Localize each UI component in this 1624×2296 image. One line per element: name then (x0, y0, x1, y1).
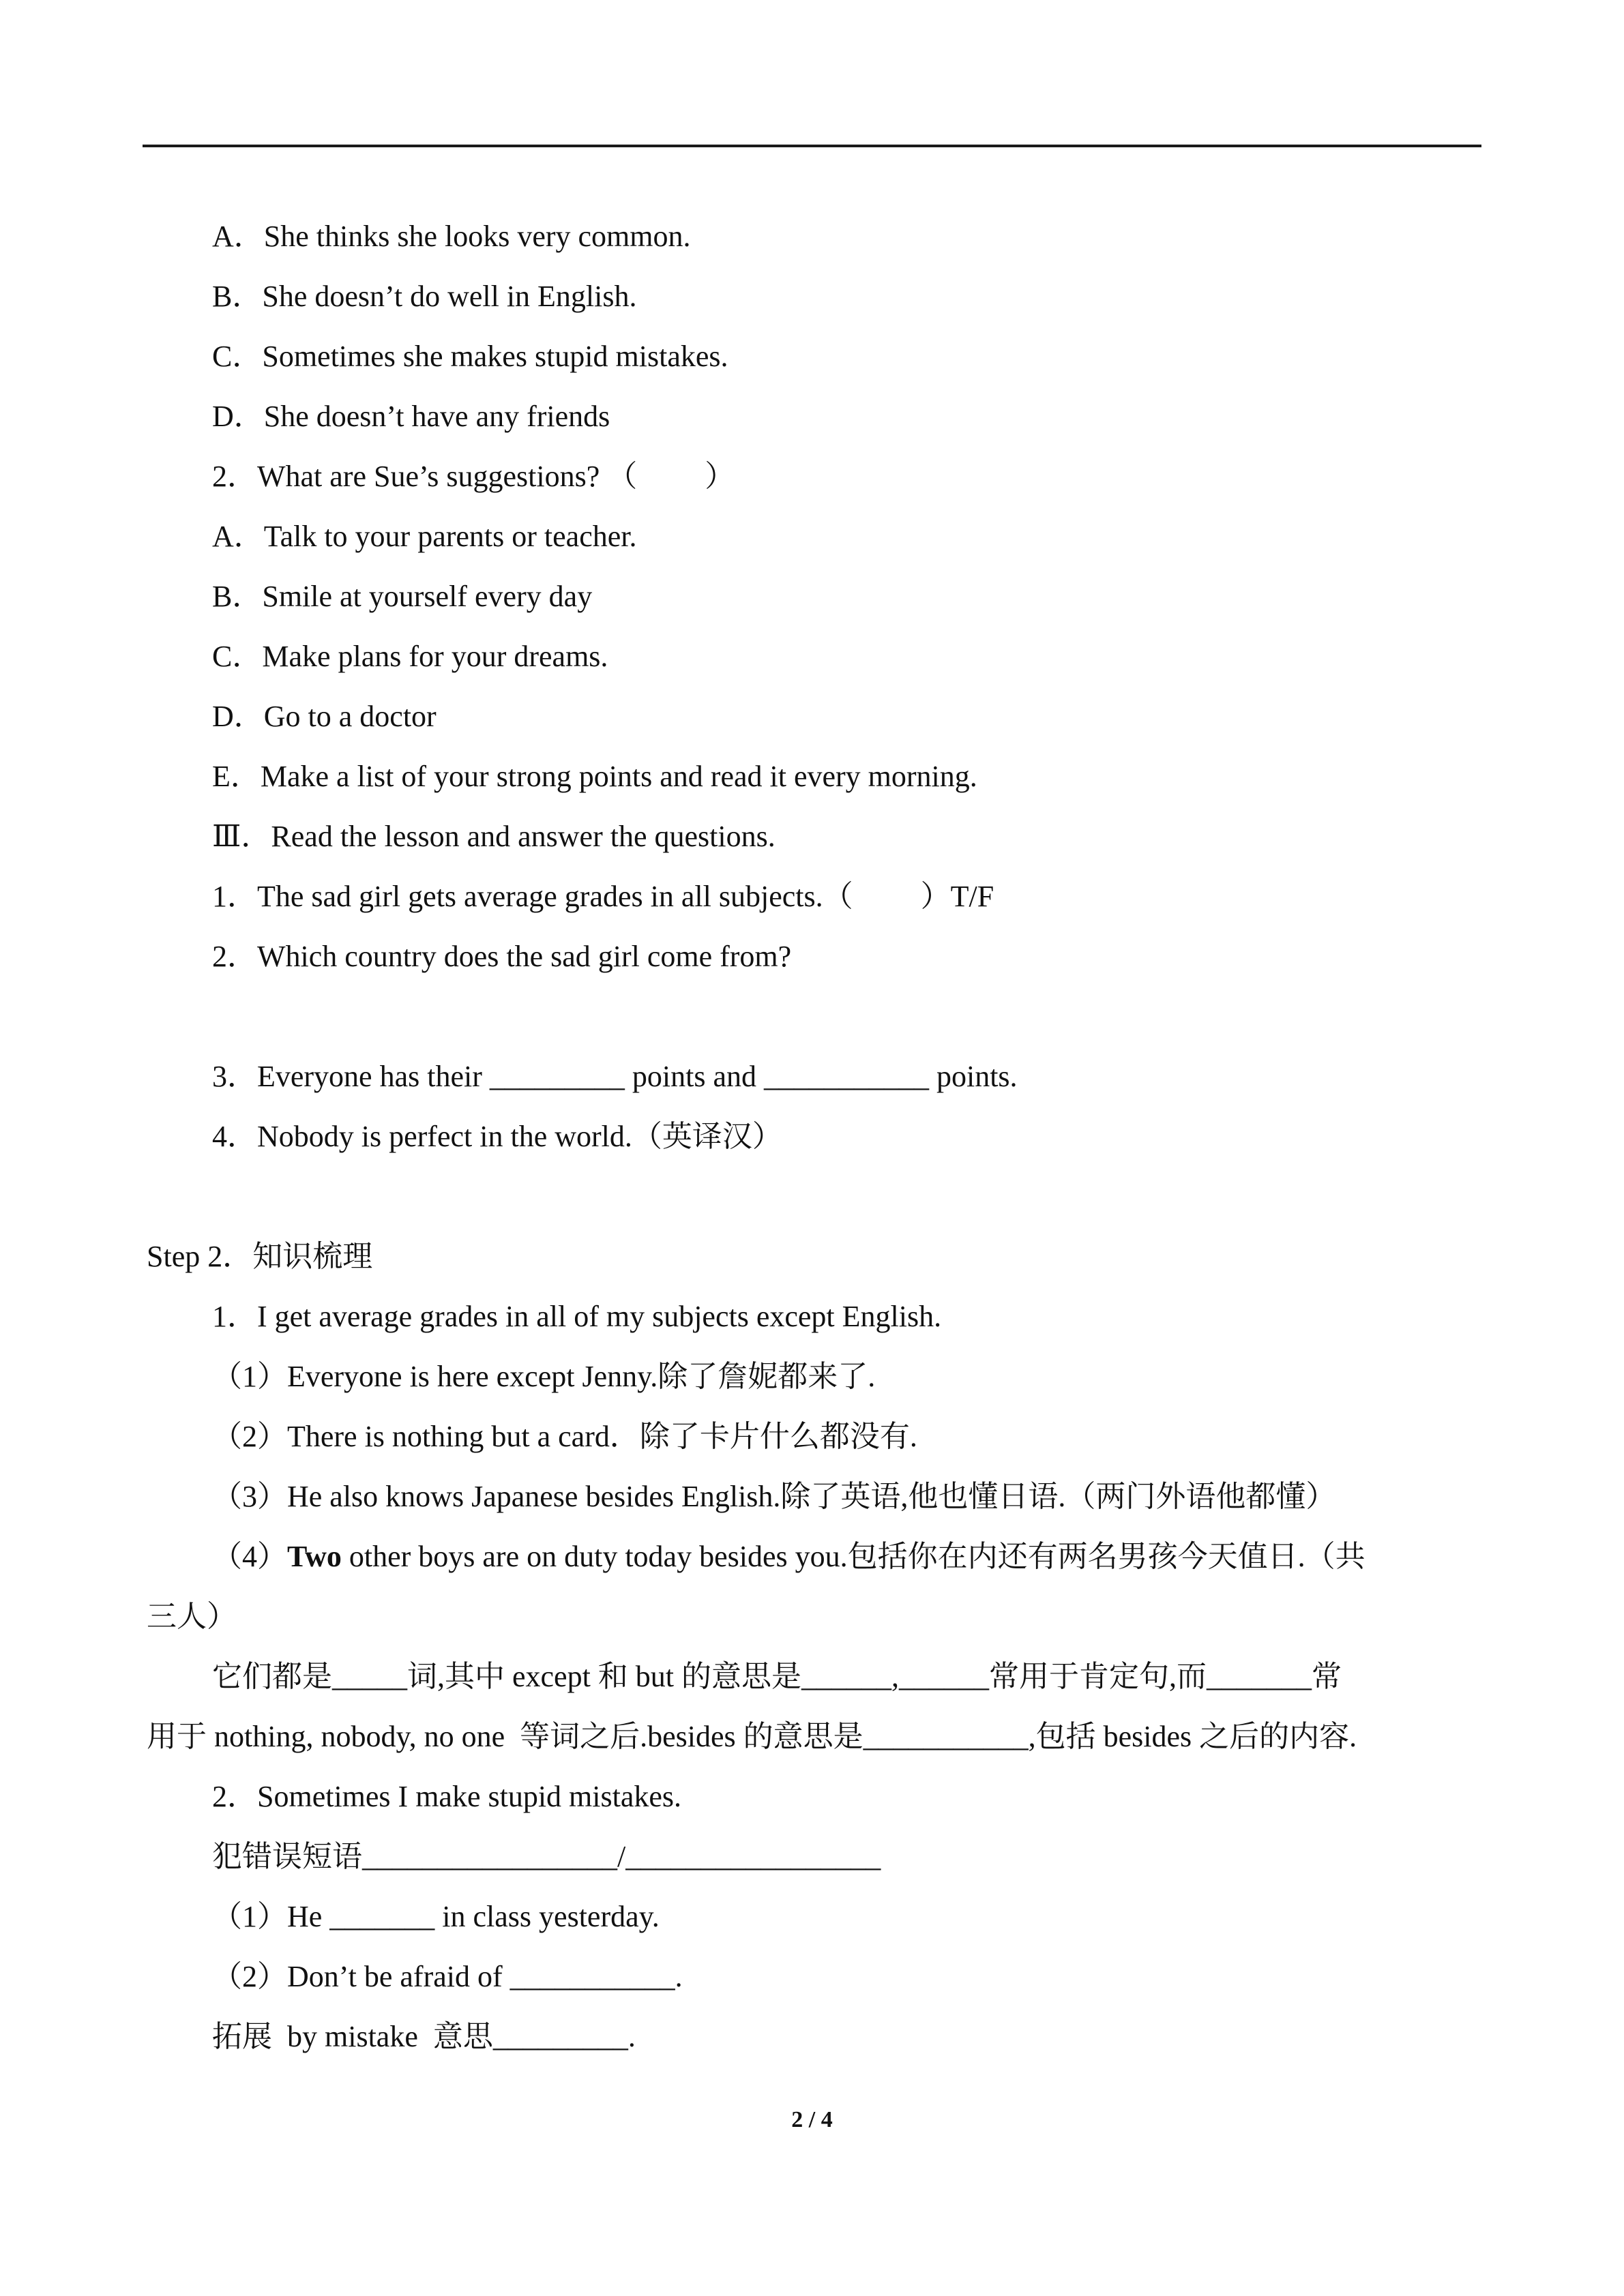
section3-item-4: 4．Nobody is perfect in the world.（英译汉） (212, 1120, 782, 1153)
q1-option-a: A．She thinks she looks very common. (212, 220, 691, 253)
q2-option-b: B．Smile at yourself every day (212, 580, 593, 613)
q1-option-b: B．She doesn’t do well in English. (212, 280, 637, 313)
step2-summary-line-1: 它们都是_____词,其中 except 和 but 的意思是______,______常用于肯定句,而_______常 (212, 1660, 1342, 1693)
step2-example-4-cont: 三人） (147, 1600, 237, 1633)
step2-p2-example-1: （1）He _______ in class yesterday. (212, 1900, 660, 1933)
q1-option-c: C．Sometimes she makes stupid mistakes. (212, 340, 728, 373)
step2-point-2: 2．Sometimes I make stupid mistakes. (212, 1780, 682, 1813)
step2-phrase: 犯错误短语_________________/_________________ (212, 1840, 881, 1873)
step2-example-2: （2）There is nothing but a card．除了卡片什么都没有. (212, 1420, 917, 1453)
section3-item-3: 3．Everyone has their _________ points and ___________ points. (212, 1060, 1018, 1093)
step2-summary-line-2: 用于 nothing, nobody, no one 等词之后.besides 的意思是___________,包括 besides 之后的内容. (147, 1720, 1357, 1753)
example-4-prefix: （4） (212, 1540, 287, 1573)
q2-option-c: C．Make plans for your dreams. (212, 640, 608, 673)
step2-extension: 拓展 by mistake 意思_________. (212, 2020, 636, 2053)
q2-option-e: E．Make a list of your strong points and read it every morning. (212, 760, 977, 793)
q1-option-d: D．She doesn’t have any friends (212, 400, 610, 433)
example-4-bold: Two (287, 1540, 342, 1573)
example-4-rest: other boys are on duty today besides you.包括你在内还有两名男孩今天值日.（共 (341, 1540, 1365, 1573)
step2-example-1: （1）Everyone is here except Jenny.除了詹妮都来了. (212, 1360, 876, 1393)
q2-option-d: D．Go to a doctor (212, 700, 437, 733)
step2-example-4 (212, 1542, 1365, 1572)
q2-question: 2．What are Sue’s suggestions? （ ） (212, 460, 735, 493)
section3-item-2: 2．Which country does the sad girl come from? (212, 940, 792, 973)
section3-heading: Ⅲ．Read the lesson and answer the questions. (212, 820, 776, 853)
q2-option-a: A．Talk to your parents or teacher. (212, 520, 637, 553)
step2-p2-example-2: （2）Don’t be afraid of ___________. (212, 1960, 683, 1993)
step2-heading: Step 2．知识梳理 (147, 1240, 373, 1273)
header-rule (143, 145, 1481, 147)
section3-item-1: 1．The sad girl gets average grades in all subjects.（ ）T/F (212, 880, 994, 913)
step2-point-1: 1．I get average grades in all of my subjects except English. (212, 1300, 942, 1333)
step2-example-3: （3）He also knows Japanese besides English.除了英语,他也懂日语.（两门外语他都懂） (212, 1480, 1336, 1513)
page-number: 2 / 4 (791, 2107, 833, 2132)
